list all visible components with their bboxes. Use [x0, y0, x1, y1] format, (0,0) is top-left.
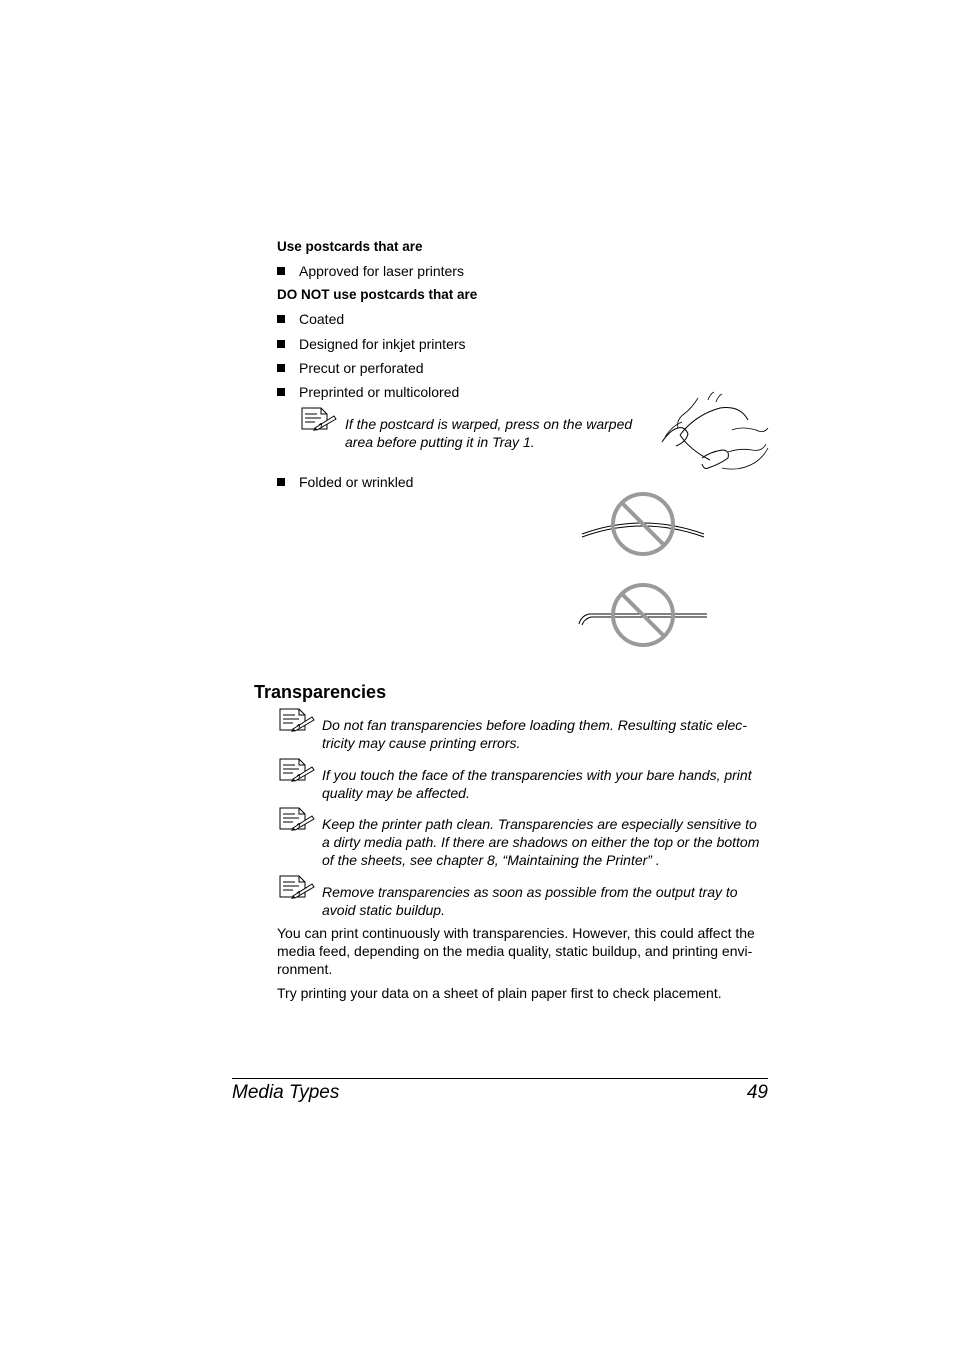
- section-title: Transparencies: [254, 682, 387, 702]
- note-pencil-icon: [279, 807, 315, 831]
- donot-use-postcards-heading: DO NOT use postcards that are: [277, 287, 478, 302]
- note-pencil-icon: [279, 758, 315, 782]
- list-item-label: Designed for inkjet printers: [299, 336, 466, 352]
- list-item: [277, 384, 459, 401]
- list-item-label: Preprinted or multicolored: [299, 384, 460, 400]
- footer-page-number: 49: [746, 1082, 768, 1103]
- list-item-label: Approved for laser printers: [299, 263, 464, 279]
- list-item: [277, 311, 344, 328]
- bullet-square-icon: [277, 315, 285, 323]
- bent-card-prohibited-illustration: [575, 578, 715, 652]
- body-paragraph: You can print continuously with transparencies. However, this could affect the media feed, depending on the media quality, static buildup, and printing envi-ronment.: [277, 925, 755, 977]
- bullet-square-icon: [277, 364, 285, 372]
- transparency-note-3: Keep the printer path clean. Transparencies are especially sensitive to a dirty media path. If there are shadows on either the top or the bottom of the sheets, see chapter 8, “Maintaining the Printer” .: [322, 816, 760, 868]
- prohibited-icon: [613, 585, 673, 645]
- bullet-square-icon: [277, 478, 285, 486]
- bullet-square-icon: [277, 267, 285, 275]
- list-item-label: Folded or wrinkled: [299, 474, 414, 490]
- use-postcards-heading: Use postcards that are: [277, 239, 423, 254]
- note-pencil-icon: [301, 407, 337, 431]
- list-item: [277, 336, 466, 353]
- note-pencil-icon: [279, 875, 315, 899]
- transparency-note-2: If you touch the face of the transparencies with your bare hands, print quality may be affected.: [322, 767, 752, 801]
- footer-rule: [232, 1078, 768, 1079]
- bullet-square-icon: [277, 388, 285, 396]
- list-item: [277, 474, 413, 491]
- warp-note-text: If the postcard is warped, press on the warped area before putting it in Tray 1.: [345, 416, 633, 450]
- footer-section-name: Media Types: [232, 1082, 340, 1103]
- list-item: [277, 360, 424, 377]
- hands-pressing-card-illustration: [660, 390, 770, 480]
- curled-card-prohibited-illustration: [578, 488, 710, 560]
- transparency-note-4: Remove transparencies as soon as possible from the output tray to avoid static buildup.: [322, 884, 738, 918]
- body-paragraph: Try printing your data on a sheet of plain paper first to check placement.: [277, 985, 722, 1001]
- list-item: [277, 263, 464, 280]
- list-item-label: Precut or perforated: [299, 360, 424, 376]
- bullet-square-icon: [277, 340, 285, 348]
- note-pencil-icon: [279, 708, 315, 732]
- list-item-label: Coated: [299, 311, 345, 327]
- transparency-note-1: Do not fan transparencies before loading them. Resulting static elec-tricity may cause printing errors.: [322, 717, 747, 751]
